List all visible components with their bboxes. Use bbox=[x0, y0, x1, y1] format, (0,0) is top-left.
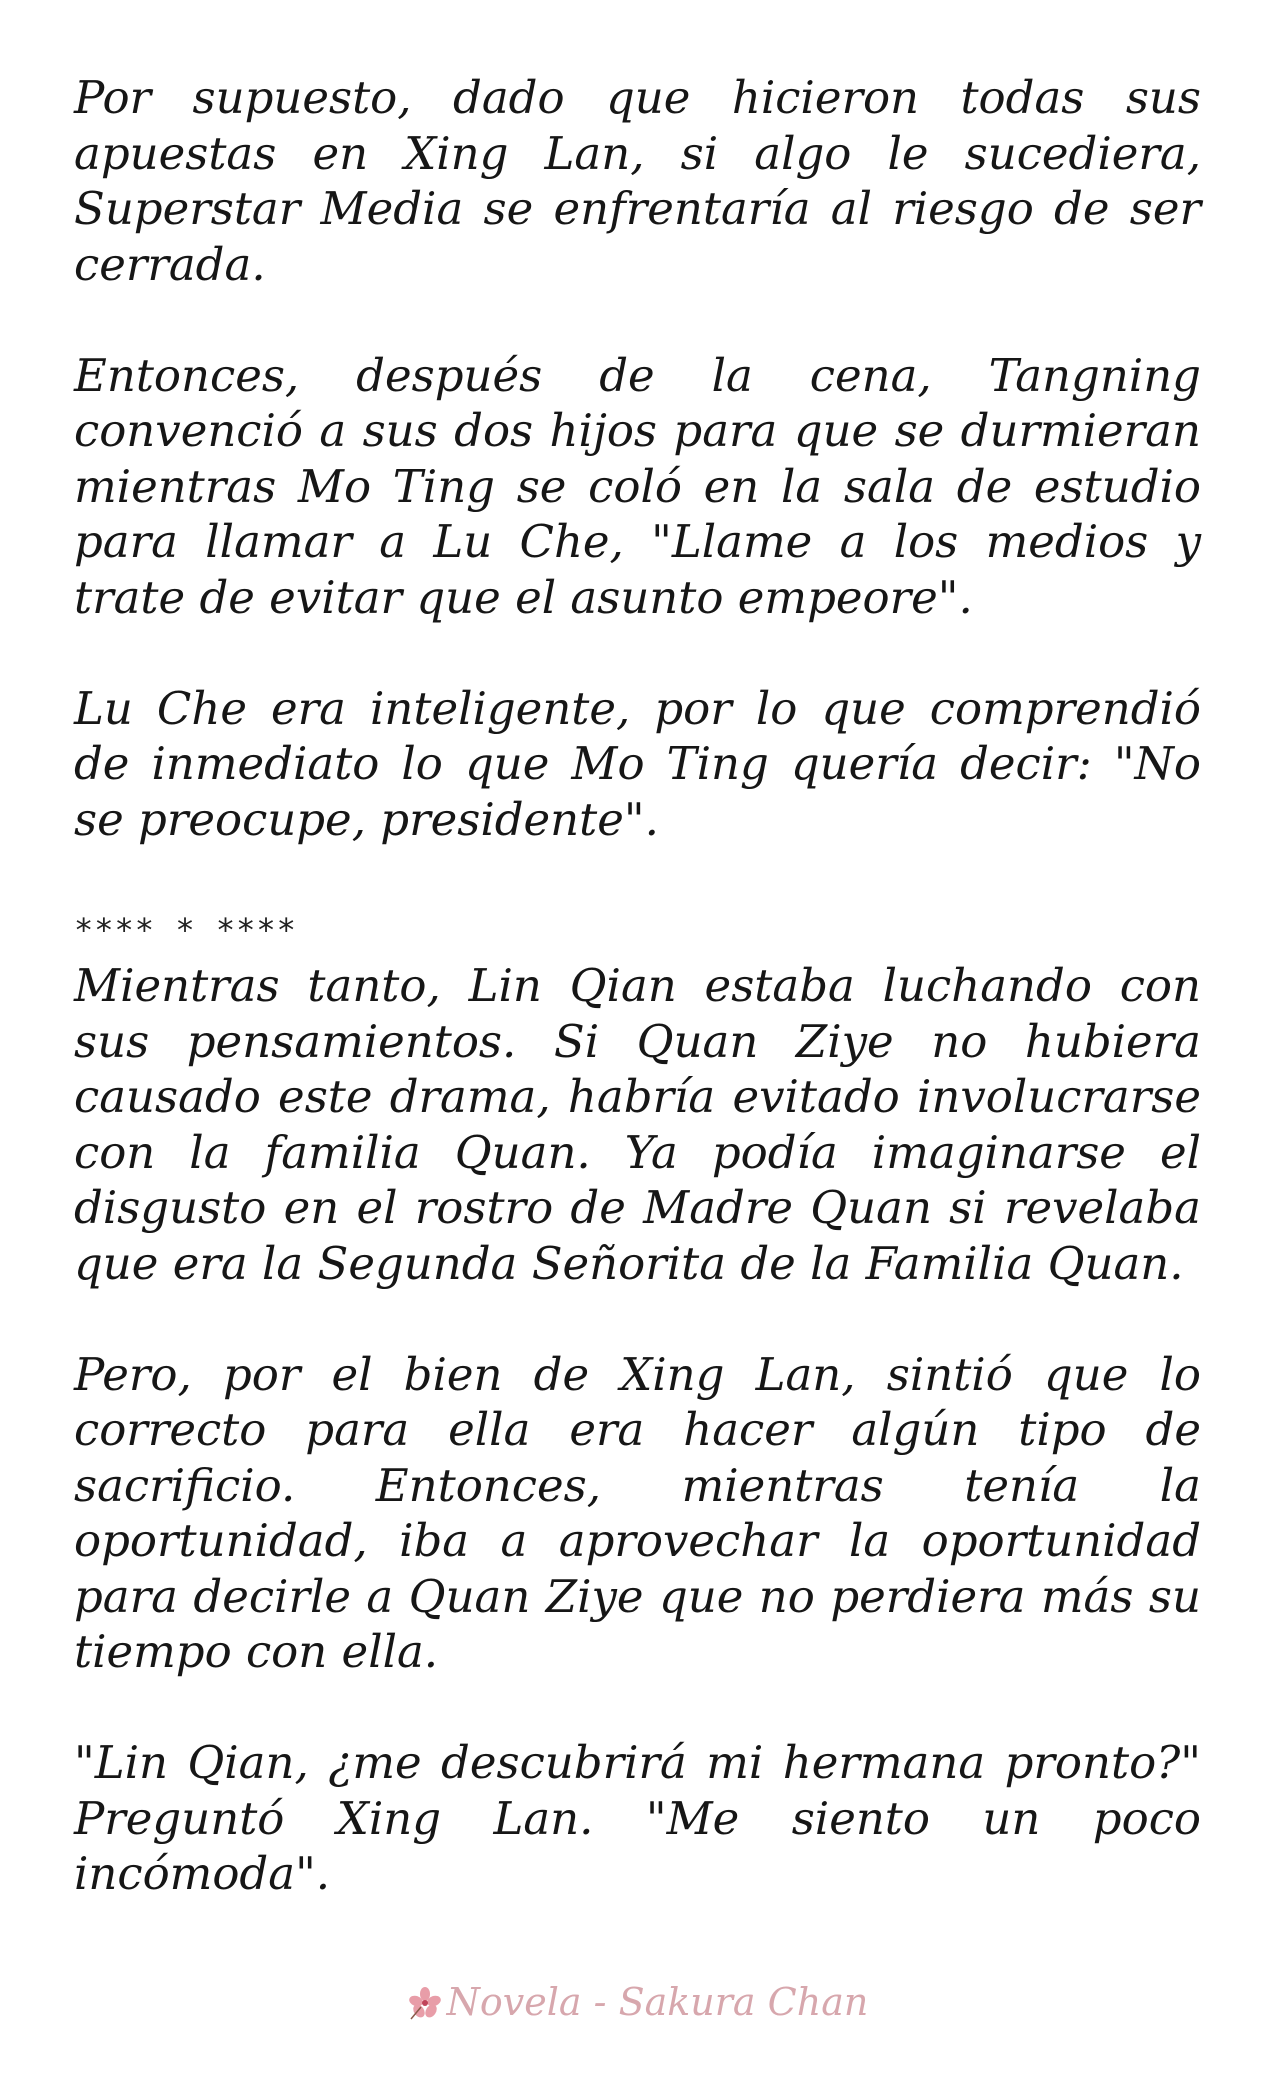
paragraph-6: "Lin Qian, ¿me descubrirá mi hermana pronto?" Preguntó Xing Lan. "Me siento un poco incómoda". bbox=[74, 1736, 1201, 1900]
chapter-text bbox=[74, 70, 1201, 1957]
paragraph-4: Mientras tanto, Lin Qian estaba luchando con sus pensamientos. Si Quan Ziye no hubiera causado este drama, habría evitado involucrarse con la familia Quan. Ya podía imaginarse el disgusto en el rostro de Madre Quan si revelaba que era la Segunda Señorita de la Familia Quan. bbox=[74, 959, 1201, 1290]
watermark-text: Novela - Sakura Chan bbox=[446, 1980, 869, 2024]
paragraph-3: Lu Che era inteligente, por lo que comprendió de inmediato lo que Mo Ting quería decir: "No se preocupe, presidente". bbox=[74, 681, 1201, 846]
watermark bbox=[0, 1980, 1275, 2024]
scene-separator: **** * **** bbox=[74, 910, 297, 949]
sakura-flower-icon bbox=[407, 1985, 443, 2021]
paragraph-5: Pero, por el bien de Xing Lan, sintió que lo correcto para ella era hacer algún tipo de sacrificio. Entonces, mientras tenía la oportunidad, iba a aprovechar la oportunidad para decirle a Quan Ziye que no perdiera más su tiempo con ella. bbox=[74, 1347, 1201, 1678]
paragraph-1: Por supuesto, dado que hicieron todas sus apuestas en Xing Lan, si algo le sucediera, Superstar Media se enfrentaría al riesgo de ser cerrada. bbox=[74, 71, 1201, 291]
paragraph-2: Entonces, después de la cena, Tangning convenció a sus dos hijos para que se durmieran mientras Mo Ting se coló en la sala de estudio para llamar a Lu Che, "Llame a los medios y trate de evitar que el asunto empeore". bbox=[74, 348, 1201, 624]
